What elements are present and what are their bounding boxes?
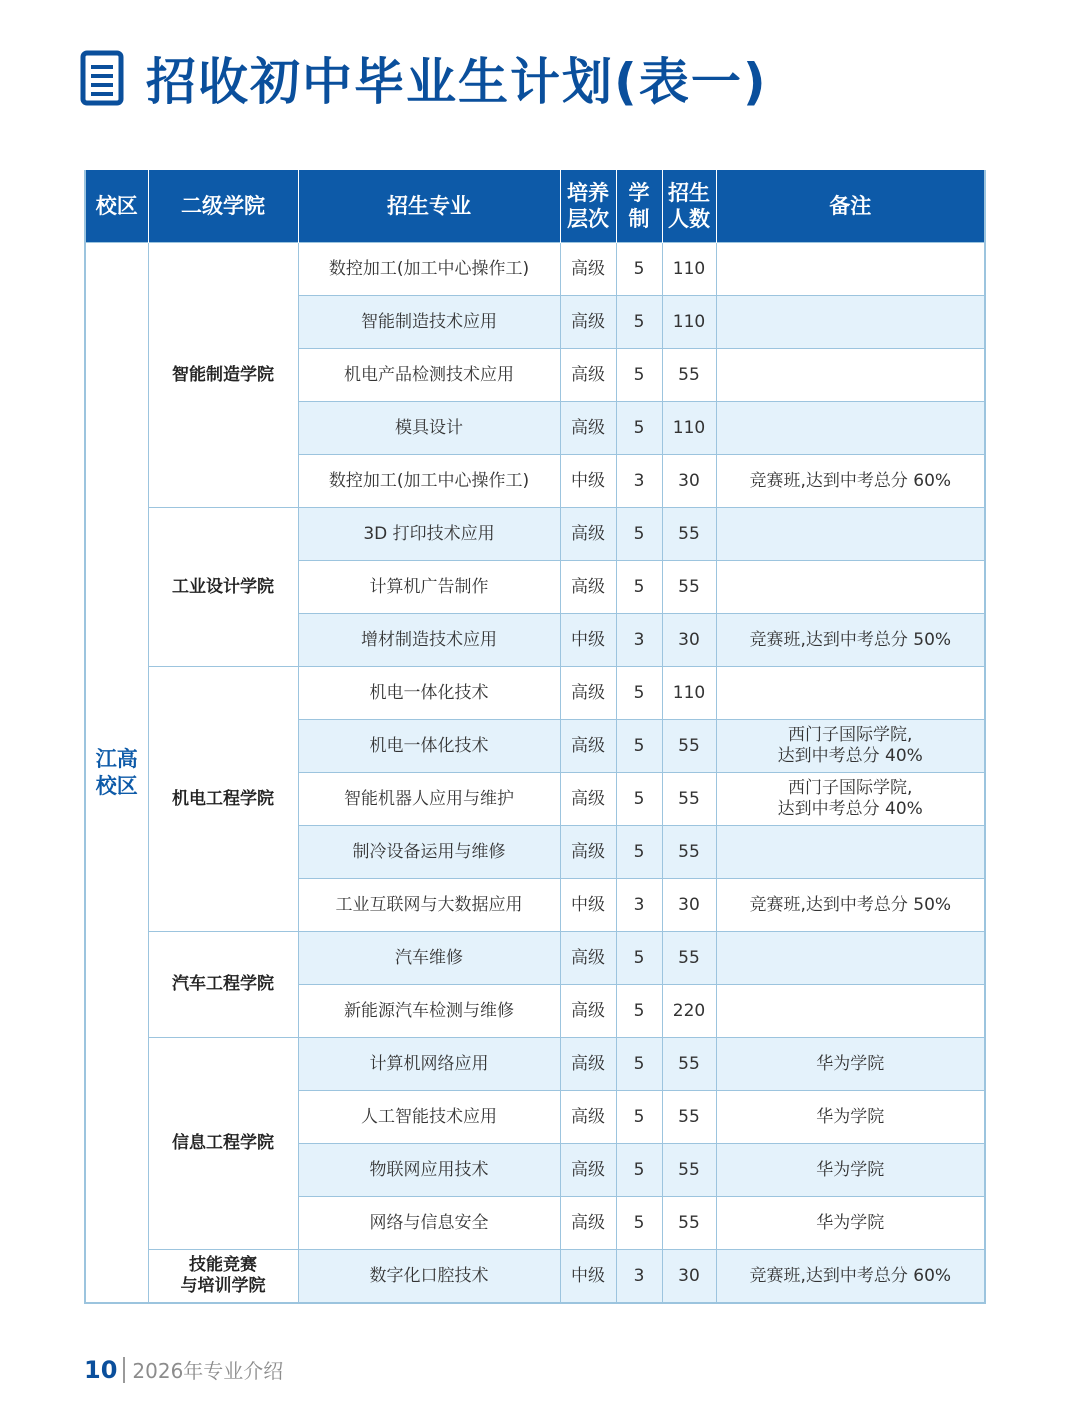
- duration-cell: 5: [616, 932, 662, 985]
- major-cell: 计算机广告制作: [298, 561, 560, 614]
- college-cell: 工业设计学院: [148, 508, 298, 667]
- duration-cell: 5: [616, 508, 662, 561]
- college-cell: 信息工程学院: [148, 1038, 298, 1250]
- major-cell: 新能源汽车检测与维修: [298, 985, 560, 1038]
- level-cell: 高级: [560, 932, 616, 985]
- note-cell: [716, 932, 985, 985]
- level-cell: 中级: [560, 455, 616, 508]
- table-row: [85, 1250, 985, 1304]
- duration-cell: 5: [616, 1197, 662, 1250]
- enrollment-count-cell: 55: [662, 1038, 716, 1091]
- major-cell: 机电一体化技术: [298, 667, 560, 720]
- major-cell: 3D 打印技术应用: [298, 508, 560, 561]
- note-cell: 竞赛班,达到中考总分 50%: [716, 879, 985, 932]
- college-cell: 智能制造学院: [148, 243, 298, 508]
- level-cell: 中级: [560, 1250, 616, 1304]
- page-number: 10: [84, 1355, 118, 1384]
- college-cell: 机电工程学院: [148, 667, 298, 932]
- enrollment-count-cell: 55: [662, 1091, 716, 1144]
- table-row: [85, 932, 985, 985]
- duration-cell: 5: [616, 296, 662, 349]
- enrollment-count-cell: 220: [662, 985, 716, 1038]
- level-cell: 高级: [560, 402, 616, 455]
- major-cell: 智能制造技术应用: [298, 296, 560, 349]
- duration-cell: 5: [616, 720, 662, 773]
- note-cell: 华为学院: [716, 1144, 985, 1197]
- duration-cell: 5: [616, 667, 662, 720]
- level-cell: 高级: [560, 296, 616, 349]
- footer-caption: 2026年专业介绍: [132, 1359, 284, 1383]
- table-row: [85, 667, 985, 720]
- level-cell: 中级: [560, 614, 616, 667]
- enrollment-count-cell: 55: [662, 1144, 716, 1197]
- major-cell: 工业互联网与大数据应用: [298, 879, 560, 932]
- duration-cell: 5: [616, 985, 662, 1038]
- level-cell: 高级: [560, 349, 616, 402]
- enrollment-count-cell: 55: [662, 773, 716, 826]
- enrollment-count-cell: 55: [662, 932, 716, 985]
- enrollment-count-cell: 55: [662, 349, 716, 402]
- enrollment-count-cell: 110: [662, 402, 716, 455]
- major-cell: 机电一体化技术: [298, 720, 560, 773]
- enrollment-count-cell: 110: [662, 667, 716, 720]
- duration-cell: 3: [616, 1250, 662, 1304]
- level-cell: 高级: [560, 720, 616, 773]
- note-cell: [716, 561, 985, 614]
- major-cell: 汽车维修: [298, 932, 560, 985]
- enrollment-count-cell: 30: [662, 879, 716, 932]
- enrollment-count-cell: 30: [662, 455, 716, 508]
- table-body: [85, 243, 985, 1304]
- duration-cell: 5: [616, 1091, 662, 1144]
- footer-divider: [123, 1357, 125, 1383]
- document-icon: [80, 50, 124, 106]
- enrollment-count-cell: 55: [662, 826, 716, 879]
- note-cell: 竞赛班,达到中考总分 60%: [716, 1250, 985, 1304]
- duration-cell: 5: [616, 349, 662, 402]
- level-cell: 高级: [560, 561, 616, 614]
- duration-cell: 5: [616, 402, 662, 455]
- note-cell: 华为学院: [716, 1091, 985, 1144]
- enrollment-count-cell: 110: [662, 296, 716, 349]
- note-cell: [716, 985, 985, 1038]
- table-row: [85, 1038, 985, 1091]
- level-cell: 高级: [560, 667, 616, 720]
- level-cell: 高级: [560, 1038, 616, 1091]
- duration-cell: 5: [616, 561, 662, 614]
- page-footer: [84, 1355, 283, 1384]
- note-cell: [716, 243, 985, 296]
- duration-cell: 3: [616, 455, 662, 508]
- major-cell: 制冷设备运用与维修: [298, 826, 560, 879]
- page-header: [80, 40, 768, 116]
- college-cell: 技能竞赛 与培训学院: [148, 1250, 298, 1304]
- enrollment-count-cell: 55: [662, 1197, 716, 1250]
- column-header: 招生专业: [298, 170, 560, 243]
- enrollment-count-cell: 55: [662, 561, 716, 614]
- table-row: [85, 243, 985, 296]
- major-cell: 物联网应用技术: [298, 1144, 560, 1197]
- column-header: 校区: [85, 170, 148, 243]
- table-row: [85, 508, 985, 561]
- major-cell: 数字化口腔技术: [298, 1250, 560, 1304]
- level-cell: 高级: [560, 243, 616, 296]
- header-row: [85, 170, 985, 243]
- note-cell: 华为学院: [716, 1038, 985, 1091]
- enrollment-count-cell: 55: [662, 508, 716, 561]
- campus-cell: 江高 校区: [85, 243, 148, 1304]
- enrollment-count-cell: 30: [662, 614, 716, 667]
- major-cell: 网络与信息安全: [298, 1197, 560, 1250]
- note-cell: 西门子国际学院, 达到中考总分 40%: [716, 773, 985, 826]
- column-header: 备注: [716, 170, 985, 243]
- column-header: 招生 人数: [662, 170, 716, 243]
- table-header: [85, 170, 985, 243]
- major-cell: 数控加工(加工中心操作工): [298, 455, 560, 508]
- page-title: 招收初中毕业生计划(表一): [146, 53, 768, 111]
- duration-cell: 5: [616, 243, 662, 296]
- note-cell: 西门子国际学院, 达到中考总分 40%: [716, 720, 985, 773]
- note-cell: 竞赛班,达到中考总分 50%: [716, 614, 985, 667]
- level-cell: 高级: [560, 1091, 616, 1144]
- major-cell: 人工智能技术应用: [298, 1091, 560, 1144]
- level-cell: 高级: [560, 773, 616, 826]
- level-cell: 高级: [560, 1197, 616, 1250]
- major-cell: 增材制造技术应用: [298, 614, 560, 667]
- column-header: 二级学院: [148, 170, 298, 243]
- duration-cell: 5: [616, 1038, 662, 1091]
- level-cell: 中级: [560, 879, 616, 932]
- enrollment-count-cell: 55: [662, 720, 716, 773]
- note-cell: [716, 508, 985, 561]
- major-cell: 数控加工(加工中心操作工): [298, 243, 560, 296]
- duration-cell: 5: [616, 773, 662, 826]
- level-cell: 高级: [560, 826, 616, 879]
- major-cell: 模具设计: [298, 402, 560, 455]
- note-cell: [716, 349, 985, 402]
- duration-cell: 5: [616, 1144, 662, 1197]
- duration-cell: 3: [616, 614, 662, 667]
- note-cell: [716, 826, 985, 879]
- college-cell: 汽车工程学院: [148, 932, 298, 1038]
- level-cell: 高级: [560, 1144, 616, 1197]
- duration-cell: 3: [616, 879, 662, 932]
- note-cell: [716, 667, 985, 720]
- column-header: 培养 层次: [560, 170, 616, 243]
- duration-cell: 5: [616, 826, 662, 879]
- enrollment-plan-table: [84, 170, 986, 1304]
- major-cell: 计算机网络应用: [298, 1038, 560, 1091]
- level-cell: 高级: [560, 985, 616, 1038]
- note-cell: [716, 402, 985, 455]
- enrollment-count-cell: 30: [662, 1250, 716, 1304]
- major-cell: 智能机器人应用与维护: [298, 773, 560, 826]
- level-cell: 高级: [560, 508, 616, 561]
- note-cell: 华为学院: [716, 1197, 985, 1250]
- note-cell: 竞赛班,达到中考总分 60%: [716, 455, 985, 508]
- note-cell: [716, 296, 985, 349]
- column-header: 学 制: [616, 170, 662, 243]
- enrollment-count-cell: 110: [662, 243, 716, 296]
- major-cell: 机电产品检测技术应用: [298, 349, 560, 402]
